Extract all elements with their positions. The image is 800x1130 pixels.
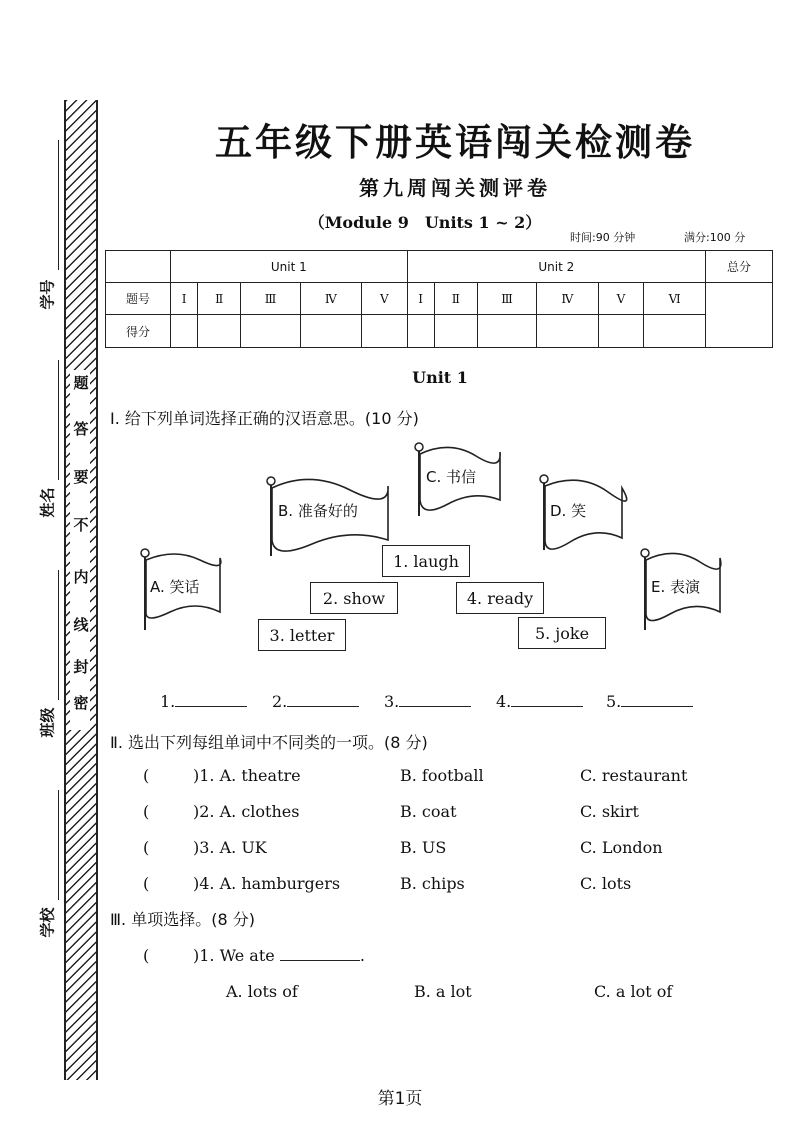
seal-char-2: 封 [73,658,89,676]
name-label: 姓名 [38,487,57,518]
s2-q1-paren[interactable]: ( [143,766,150,785]
score-table-u1-col: Ⅴ [361,283,407,315]
section3-title: Ⅲ. 单项选择。(8 分) [110,910,255,929]
score-table-number-label: 题号 [106,283,171,315]
answer-1-number: 1. [160,692,176,711]
answer-3-number: 3. [384,692,400,711]
seal-char-5: 不 [73,516,89,534]
flag-d-label: D. 笑 [550,502,587,520]
score-table-u1-col: Ⅰ [171,283,198,315]
s2-q3-option-c: C. London [580,838,663,857]
score-table-unit1: Unit 1 [171,251,408,283]
s2-q1-option-b: B. football [400,766,484,785]
word-box-joke: 5. joke [518,617,606,649]
score-table-u2-col: Ⅰ [407,283,434,315]
school-label: 学校 [38,907,57,938]
flag-a-label: A. 笑话 [150,578,200,596]
s3-q1-blank[interactable] [280,946,360,961]
word-box-laugh: 1. laugh [382,545,470,577]
section2-title: Ⅱ. 选出下列每组单词中不同类的一项。(8 分) [110,733,428,752]
s3-q1-stem [193,946,365,965]
flag-e-knob [641,549,649,557]
flag-c-label: C. 书信 [426,468,477,486]
s3-q1-paren[interactable]: ( [143,946,150,965]
s2-q4-option-a: )4. A. hamburgers [193,874,341,893]
page-number: 第1页 [377,1089,423,1109]
s3-q1-option-a: A. lots of [226,982,298,1001]
answer-5[interactable] [606,692,693,711]
answer-4[interactable] [496,692,583,711]
s2-q4-option-b: B. chips [400,874,465,893]
s2-q4-option-c: C. lots [580,874,632,893]
seal-char-7: 答 [73,420,89,438]
answer-3[interactable] [384,692,471,711]
unit-heading: Unit 1 [412,368,468,387]
answer-2-blank[interactable] [287,692,359,707]
word-box-show: 2. show [310,582,398,614]
s3-q1-option-b: B. a lot [414,982,472,1001]
flag-c-knob [415,443,423,451]
word-box-ready: 4. ready [456,582,544,614]
s2-q2-option-b: B. coat [400,802,457,821]
seal-char-6: 要 [73,468,89,486]
flag-b-label: B. 准备好的 [278,502,358,520]
score-table-u2-col: Ⅵ [644,283,706,315]
s2-q1-option-c: C. restaurant [580,766,688,785]
score-table-total: 总分 [706,251,773,283]
score-table-u1-col: Ⅳ [300,283,361,315]
seal-char-4: 内 [73,568,89,586]
answer-4-blank[interactable] [511,692,583,707]
school-line [58,790,59,900]
module-label: （Module 9 Units 1 ~ 2） [308,213,542,232]
answer-2[interactable] [272,692,359,711]
score-table-u2-col: Ⅴ [598,283,644,315]
s2-q3-option-b: B. US [400,838,447,857]
answer-1-blank[interactable] [175,692,247,707]
score-table-score-label: 得分 [106,315,171,348]
time-label: 时间:90 分钟 [570,231,636,244]
s2-q1-option-a: )1. A. theatre [193,766,301,785]
s2-q2-paren[interactable]: ( [143,802,150,821]
s2-q2-option-a: )2. A. clothes [193,802,300,821]
flag-a-knob [141,549,149,557]
s2-q2-option-c: C. skirt [580,802,639,821]
class-label: 班级 [38,707,57,738]
score-table-u2-col: Ⅲ [477,283,536,315]
answer-5-number: 5. [606,692,622,711]
score-table-u1-col: Ⅲ [241,283,300,315]
score-table-unit2: Unit 2 [407,251,705,283]
flag-e-label: E. 表演 [651,578,701,596]
s2-q3-option-a: )3. A. UK [193,838,267,857]
flag-b-knob [267,477,275,485]
answer-1[interactable] [160,692,247,711]
page-title: 五年级下册英语闯关检测卷 [215,121,695,164]
s2-q4-paren[interactable]: ( [143,874,150,893]
seal-char-3: 线 [73,616,89,634]
seal-char-1: 密 [73,694,89,712]
section1-title: Ⅰ. 给下列单词选择正确的汉语意思。(10 分) [110,409,419,428]
score-table-u2-col: Ⅱ [434,283,477,315]
answer-2-number: 2. [272,692,288,711]
score-table-u2-col: Ⅳ [537,283,598,315]
answer-3-blank[interactable] [399,692,471,707]
flag-d-knob [540,475,548,483]
s3-q1-end: . [359,946,365,965]
s3-q1-text: )1. We ate [193,946,275,965]
answer-4-number: 4. [496,692,512,711]
score-table-u1-col: Ⅱ [198,283,241,315]
page-subtitle: 第九周闯关测评卷 [359,176,551,200]
seal-char-8: 题 [73,374,89,392]
student-id-label: 学号 [38,279,57,310]
full-score-label: 满分:100 分 [684,231,746,244]
answer-5-blank[interactable] [621,692,693,707]
word-box-letter: 3. letter [258,619,346,651]
s2-q3-paren[interactable]: ( [143,838,150,857]
s3-q1-option-c: C. a lot of [594,982,673,1001]
